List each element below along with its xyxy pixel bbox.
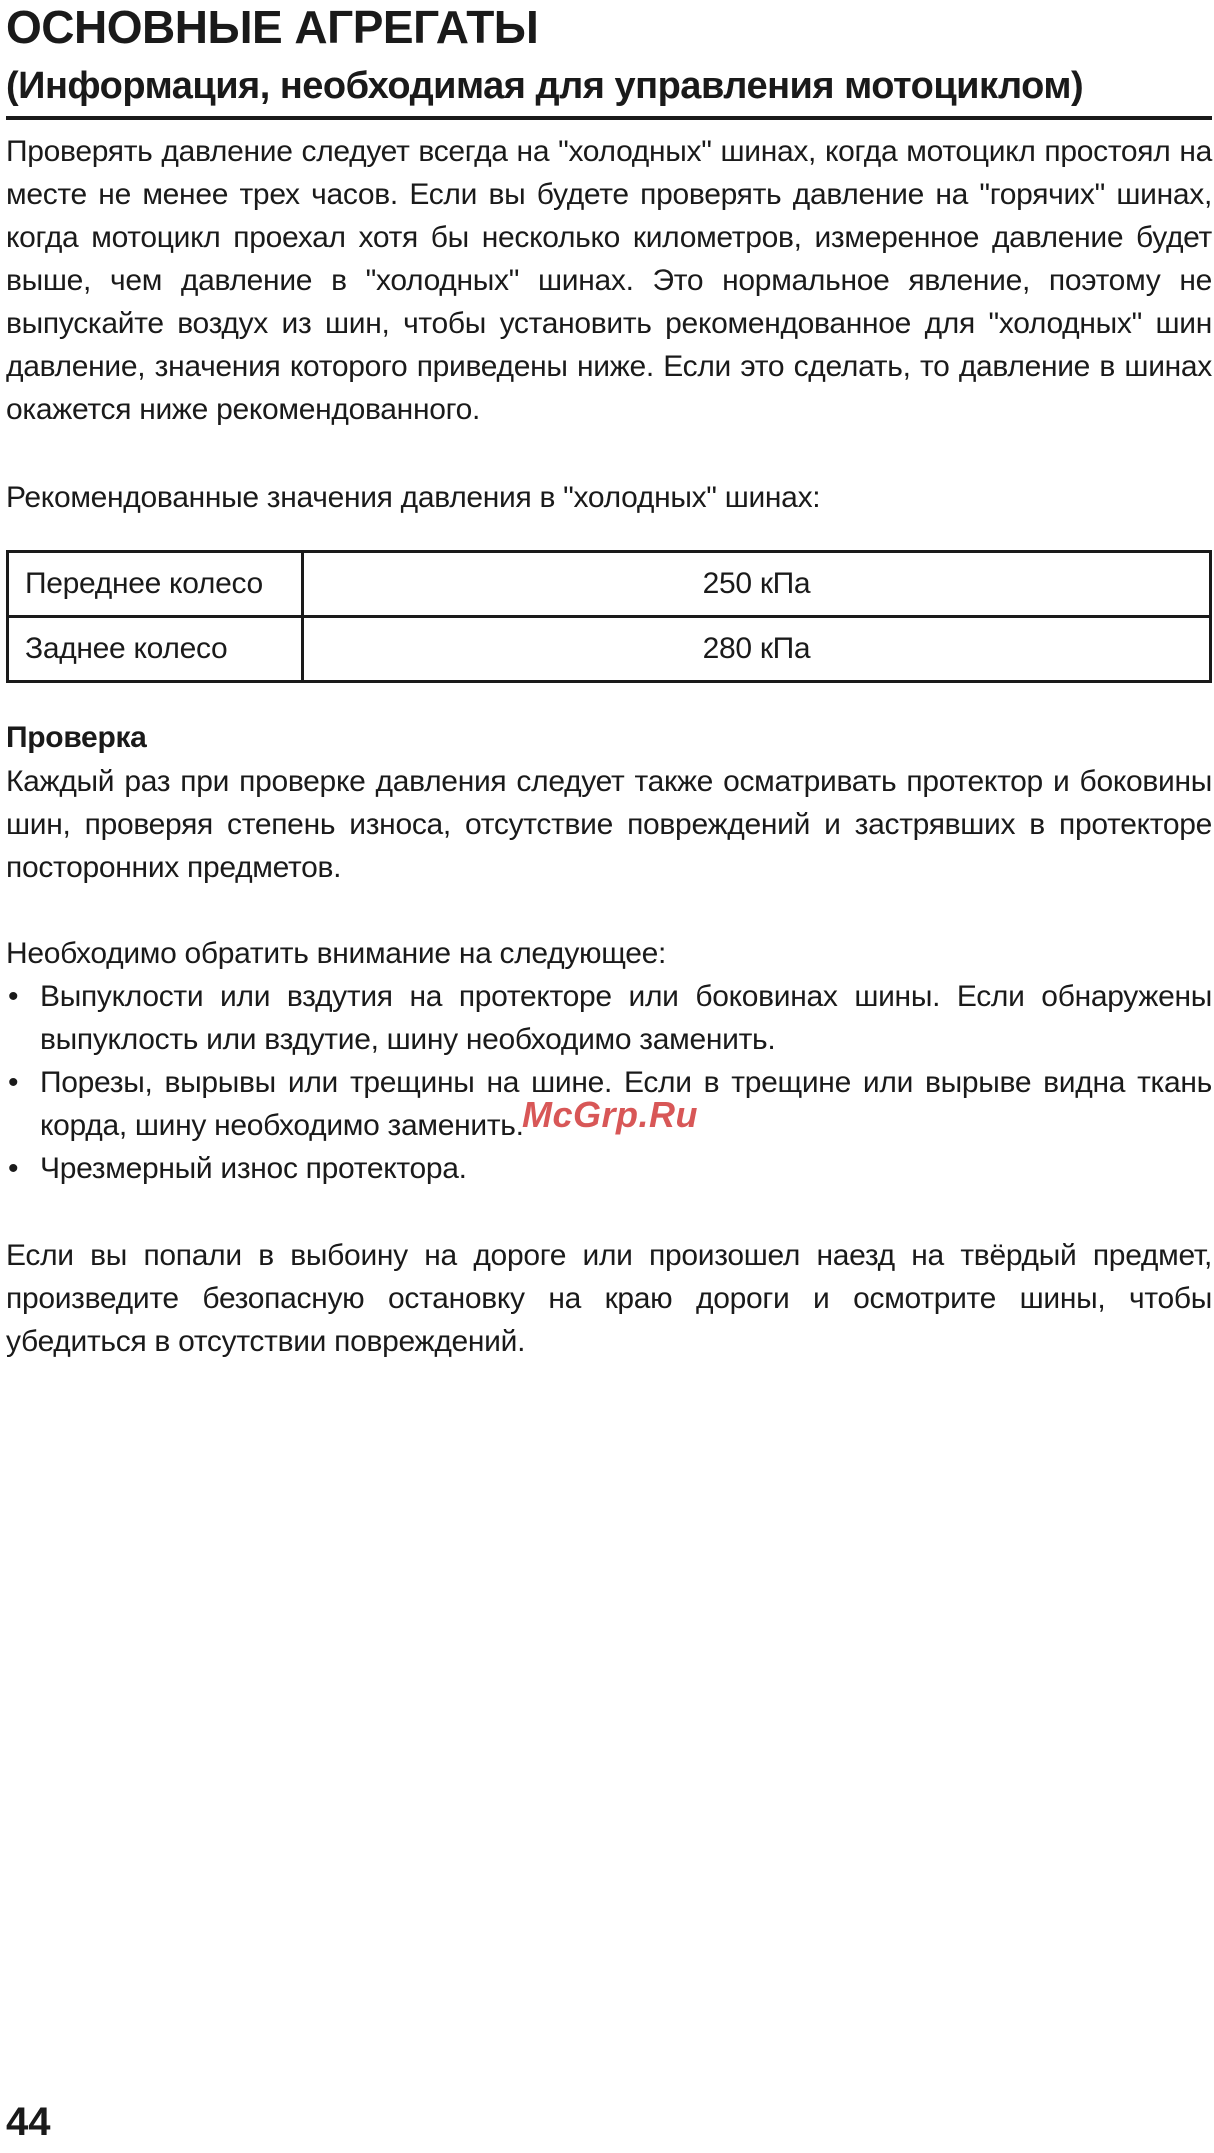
attention-paragraph: Необходимо обратить внимание на следующее:: [6, 937, 667, 970]
pressure-table: [6, 550, 1212, 683]
table-row: [8, 552, 1211, 617]
pressure-value-cell: 280 кПа: [303, 617, 1211, 682]
pressure-value-cell: 250 кПа: [303, 552, 1211, 617]
table-caption: Рекомендованные значения давления в "холодных" шинах:: [6, 481, 821, 514]
page-title: ОСНОВНЫЕ АГРЕГАТЫ: [6, 1, 539, 53]
list-item: [6, 975, 1212, 1061]
list-item: [6, 1147, 1212, 1190]
manual-page: [6, 0, 1212, 2153]
bullet-icon: •: [8, 1066, 19, 1099]
section-heading-check: Проверка: [6, 721, 147, 754]
list-item-text: Чрезмерный износ протектора.: [40, 1152, 467, 1185]
check-paragraph: Каждый раз при проверке давления следует также осматривать протектор и боковины шин, проверяя степень износа, отсутствие повреждений и застрявших в протекторе посторонних предметов.: [6, 765, 1212, 884]
bullet-icon: •: [8, 1152, 19, 1185]
attention-list: [6, 975, 1212, 1190]
intro-paragraph: Проверять давление следует всегда на "холодных" шинах, когда мотоцикл простоял на месте не менее трех часов. Если вы будете проверять давление на "горячих" шинах, когда мотоцикл проехал хотя бы несколько километров, измеренное давление будет выше, чем давление в "холодных" шинах. Это нормальное явление, поэтому не выпускайте воздух из шин, чтобы установить рекомендованное для "холодных" шин давление, значения которого приведены ниже. Если это сделать, то давление в шинах окажется ниже рекомендованного.: [6, 135, 1212, 426]
closing-paragraph: Если вы попали в выбоину на дороге или произошел наезд на твёрдый предмет, произведите безопасную остановку на краю дороги и осмотрите шины, чтобы убедиться в отсутствии повреждений.: [6, 1239, 1212, 1358]
page-number: 44: [6, 2100, 51, 2144]
list-item-text: Порезы, вырывы или трещины на шине. Если в трещине или вырыве видна ткань корда, шину необходимо заменить.: [40, 1066, 1212, 1142]
bullet-icon: •: [8, 980, 19, 1013]
page-subtitle: (Информация, необходимая для управления мотоциклом): [6, 65, 1084, 107]
table-row: [8, 617, 1211, 682]
title-divider: [6, 116, 1212, 120]
wheel-name-cell: Заднее колесо: [8, 617, 303, 682]
wheel-name-cell: Переднее колесо: [8, 552, 303, 617]
watermark: McGrp.Ru: [522, 1094, 699, 1135]
list-item-text: Выпуклости или вздутия на протекторе или боковинах шины. Если обнаружены выпуклость или вздутие, шину необходимо заменить.: [40, 980, 1212, 1056]
